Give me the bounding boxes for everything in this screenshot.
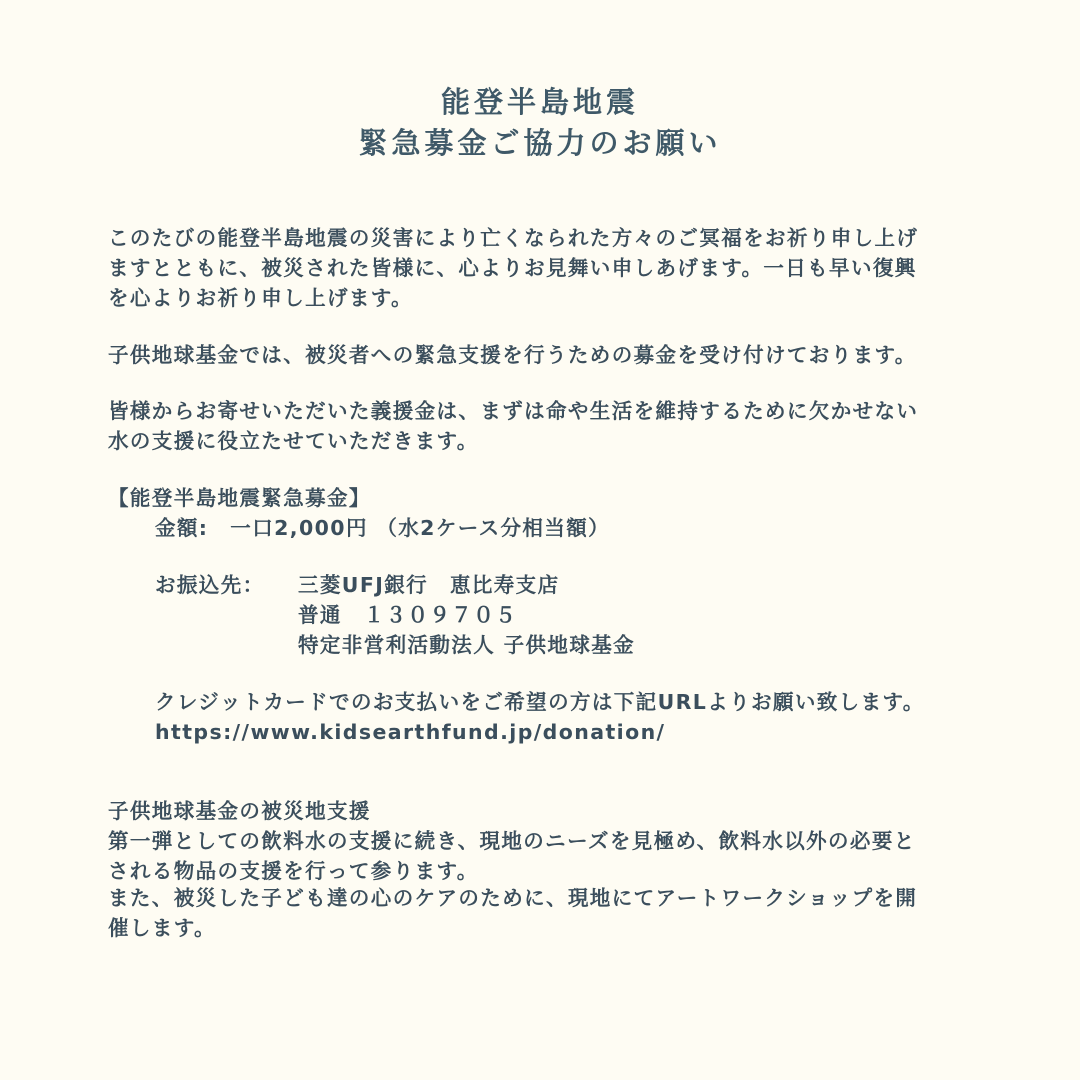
title-line-1: 能登半島地震 [440, 85, 639, 119]
donation-amount: 金額: 一口2,000円 （水2ケース分相当額） [155, 516, 611, 540]
support-line-2: される物品の支援を行って参ります。 [108, 859, 479, 883]
usage-line-2: 水の支援に役立たせていただきます。 [108, 429, 479, 453]
intro-line-2: ますとともに、被災された皆様に、心よりお見舞い申しあげます。一日も早い復興 [108, 256, 917, 280]
account-number: 普通 １３０９７０５ [298, 603, 517, 627]
usage-line-1: 皆様からお寄せいただいた義援金は、まずは命や生活を維持するために欠かせない [108, 399, 919, 423]
intro-line-3: を心よりお祈り申し上げます。 [108, 286, 413, 310]
donation-heading: 【能登半島地震緊急募金】 [108, 486, 371, 510]
credit-card-text: クレジットカードでのお支払いをご希望の方は下記URLよりお願い致します。 [155, 690, 925, 714]
bank-name: 三菱UFJ銀行 恵比寿支店 [298, 573, 560, 597]
fund-statement: 子供地球基金では、被災者への緊急支援を行うための募金を受け付けております。 [108, 343, 917, 367]
transfer-row [155, 570, 1035, 600]
support-heading: 子供地球基金の被災地支援 [108, 799, 371, 823]
donation-url[interactable]: https://www.kidsearthfund.jp/donation/ [155, 720, 666, 744]
support-line-4: 催します。 [108, 916, 216, 940]
support-line-3: また、被災した子ども達の心のケアのために、現地にてアートワークショップを開 [108, 886, 918, 910]
account-holder: 特定非営利活動法人 子供地球基金 [298, 633, 636, 657]
support-line-1: 第一弾としての飲料水の支援に続き、現地のニーズを見極め、飲料水以外の必要と [108, 829, 916, 853]
intro-line-1: このたびの能登半島地震の災害により亡くなられた方々のご冥福をお祈り申し上げ [108, 226, 919, 250]
title-line-2: 緊急募金ご協力のお願い [358, 126, 722, 160]
transfer-label: お振込先： [155, 573, 265, 597]
